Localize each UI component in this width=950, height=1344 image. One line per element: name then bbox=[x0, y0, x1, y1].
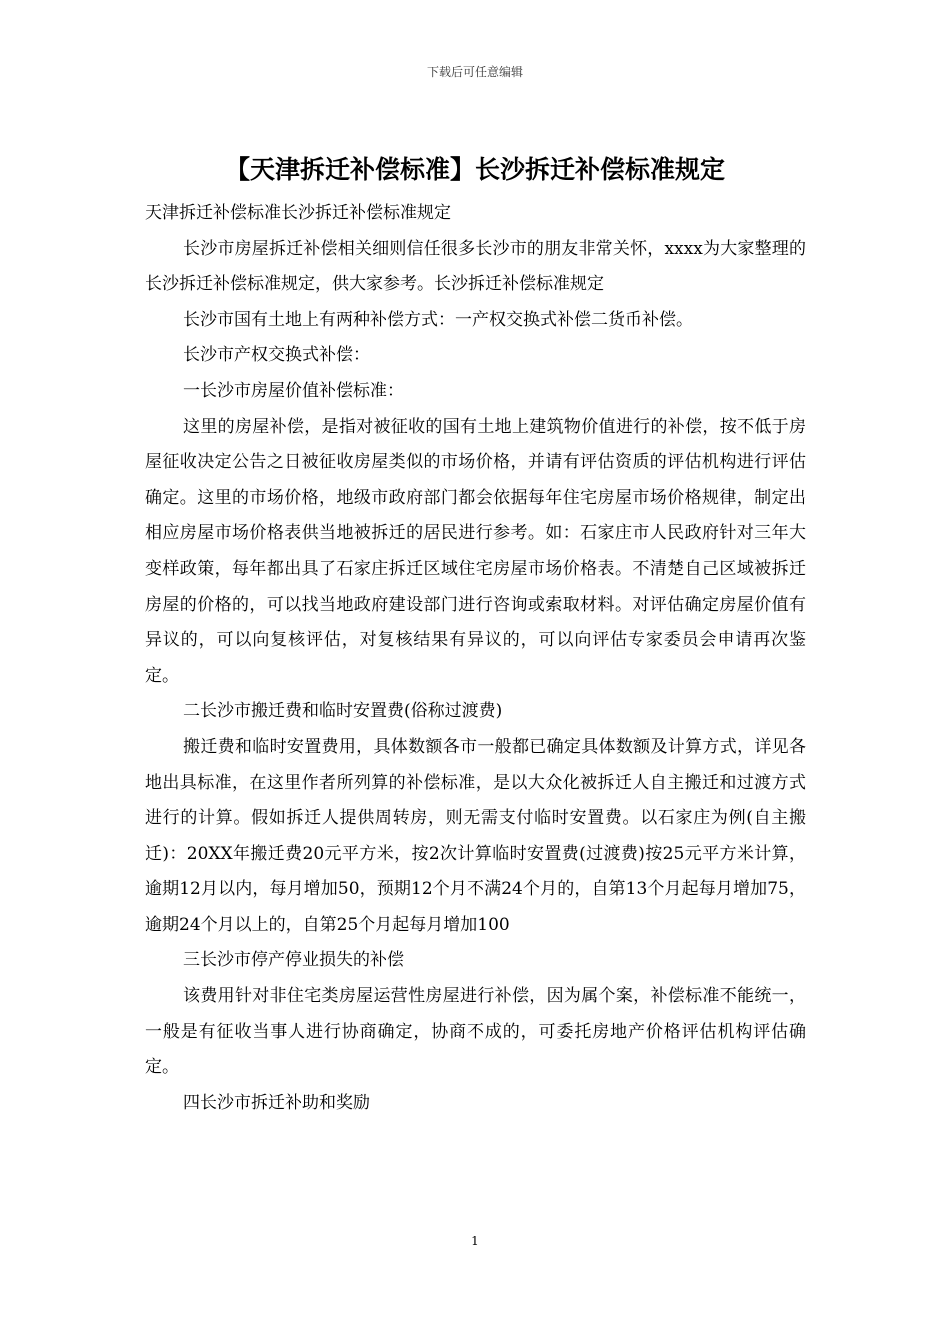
subtitle-paragraph: 天津拆迁补偿标准长沙拆迁补偿标准规定 bbox=[145, 203, 451, 223]
section-heading: 一长沙市房屋价值补偿标准： bbox=[183, 380, 404, 401]
document-body bbox=[145, 196, 806, 1121]
body-paragraph: 搬迁费和临时安置费用，具体数额各市一般都已确定具体数额及计算方式，详见各地出具标准，在这里作者所列算的补偿标准，是以大众化被拆迁人自主搬迁和过渡方式进行的计算。假如拆迁人提供周转房，则无需支付临时安置费。以石家庄为例(自主搬迁)：20XX年搬迁费20元平方米，按2次计算临时安置费(过渡费)按25元平方米计算，逾期12月以内，每月增加50，预期12个月不满24个月的，自第13个月起每月增加75，逾期24个月以上的，自第25个月起每月增加100 bbox=[145, 736, 806, 935]
section-heading: 三长沙市停产停业损失的补偿 bbox=[183, 950, 404, 971]
body-paragraph: 长沙市房屋拆迁补偿相关细则信任很多长沙市的朋友非常关怀，xxxx为大家整理的长沙拆迁补偿标准规定，供大家参考。长沙拆迁补偿标准规定 bbox=[145, 238, 806, 295]
body-paragraph: 长沙市国有土地上有两种补偿方式：一产权交换式补偿二货币补偿。 bbox=[183, 309, 693, 330]
section-heading: 长沙市产权交换式补偿： bbox=[183, 345, 370, 366]
header-note: 下载后可任意编辑 bbox=[426, 65, 523, 79]
page-number: 1 bbox=[471, 1234, 479, 1248]
document-title: 【天津拆迁补偿标准】长沙拆迁补偿标准规定 bbox=[224, 155, 725, 184]
body-paragraph: 该费用针对非住宅类房屋运营性房屋进行补偿，因为属个案，补偿标准不能统一，一般是有征收当事人进行协商确定，协商不成的，可委托房地产价格评估机构评估确定。 bbox=[145, 986, 806, 1078]
body-paragraph: 这里的房屋补偿，是指对被征收的国有土地上建筑物价值进行的补偿，按不低于房屋征收决定公告之日被征收房屋类似的市场价格，并请有评估资质的评估机构进行评估确定。这里的市场价格，地级市政府部门都会依据每年住宅房屋市场价格规律，制定出相应房屋市场价格表供当地被拆迁的居民进行参考。如：石家庄市人民政府针对三年大变样政策，每年都出具了石家庄拆迁区域住宅房屋市场价格表。不清楚自己区域被拆迁房屋的价格的，可以找当地政府建设部门进行咨询或索取材料。对评估确定房屋价值有异议的，可以向复核评估，对复核结果有异议的，可以向评估专家委员会申请再次鉴定。 bbox=[145, 416, 806, 686]
section-heading: 二长沙市搬迁费和临时安置费(俗称过渡费) bbox=[183, 701, 503, 722]
section-heading: 四长沙市拆迁补助和奖励 bbox=[183, 1092, 370, 1113]
